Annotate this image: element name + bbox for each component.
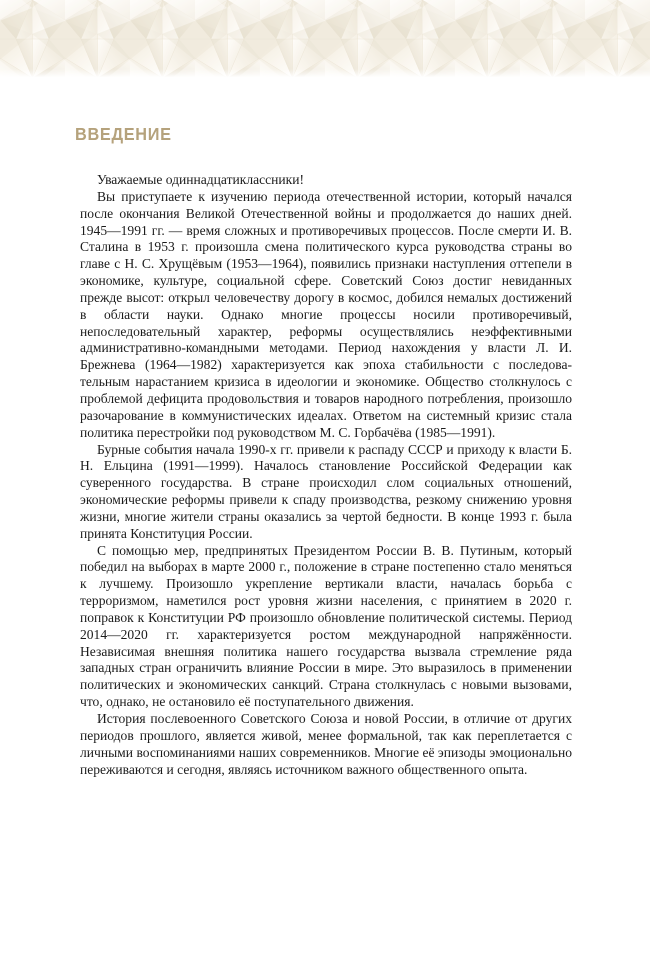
paragraph-putin-era: С помощью мер, предпринятых Президентом России В. В. Путиным, который победил на выборах в марте 2000 г., положение в стране постепенно стало меняться к лучшему. Произошло укрепление вертикали власти, началась борьба с терроризмом, наметился рост уровня жизни населения, с принятием в 2020 г. поправок к Конституции РФ произошло обновление политической системы. Период 2014—2020 гг. характеризуется ростом международной напряжённости. Независимая внешняя политика нашего государства вызвала стремление ряда западных стран ограничить влияние России в мире. Это выразилось в применении политических и экономических санкций. Страна столкнулась с новыми вызовами, что, однако, не остановило её поступательного движения. [80,542,572,710]
decorative-header-band [0,0,650,78]
paragraph-greeting: Уважаемые одиннадцатиклассники! [97,172,304,187]
geometric-star-pattern-icon [0,0,650,78]
paragraph-soviet-period: Вы приступаете к изучению периода отечественной истории, который начался после окончания Великой Отечественной войны и продолжается до наших дней. 1945—1991 гг. — время сложных и противоречивых процессов. После смерти И. В. Сталина в 1953 г. произошла смена политического курса руководства страны во главе с Н. С. Хрущёвым (1953—1964), появились признаки наступления оттепели в экономике, культуре, социальной сфере. Советский Союз достиг невиданных прежде высот: открыл человечеству дорогу в космос, добился немалых достижений в области науки. Однако многие процессы носили противоречивый, непоследовательный характер, реформы осуществлялись неэффективными административно-командными методами. Период нахождения у власти Л. И. Брежнева (1964—1982) характеризуется как эпоха стабильности с последовательным нарастанием кризиса в идеологии и экономике. Общество столкнулось с проблемой дефицита продовольствия и товаров народного потребления, произошло разочарование в коммунистических идеалах. Ответом на системный кризис стала политика перестройки под руководством М. С. Горбачёва (1985—1991). [80,188,572,440]
page-title: ВВЕДЕНИЕ [75,124,172,144]
paragraph-nineties: Бурные события начала 1990-х гг. привели к распаду СССР и приходу к власти Б. Н. Ельцина (1991—1999). Началось становление Российской Федерации как суверенного государства. В стране происходил слом социальных отношений, экономические реформы привели к спаду производства, резкому снижению уровня жизни, многие жители страны оказались за чертой бедности. В конце 1993 г. была принята Конституция России. [80,441,572,541]
body-text-column [80,172,572,778]
paragraph-closing: История послевоенного Советского Союза и новой России, в отличие от других периодов прошлого, является живой, менее формальной, так как переплетается с личными воспоминаниями наших современников. Многие её эпизоды эмоционально переживаются и сегодня, являясь источником важного общественного опыта. [80,711,572,777]
